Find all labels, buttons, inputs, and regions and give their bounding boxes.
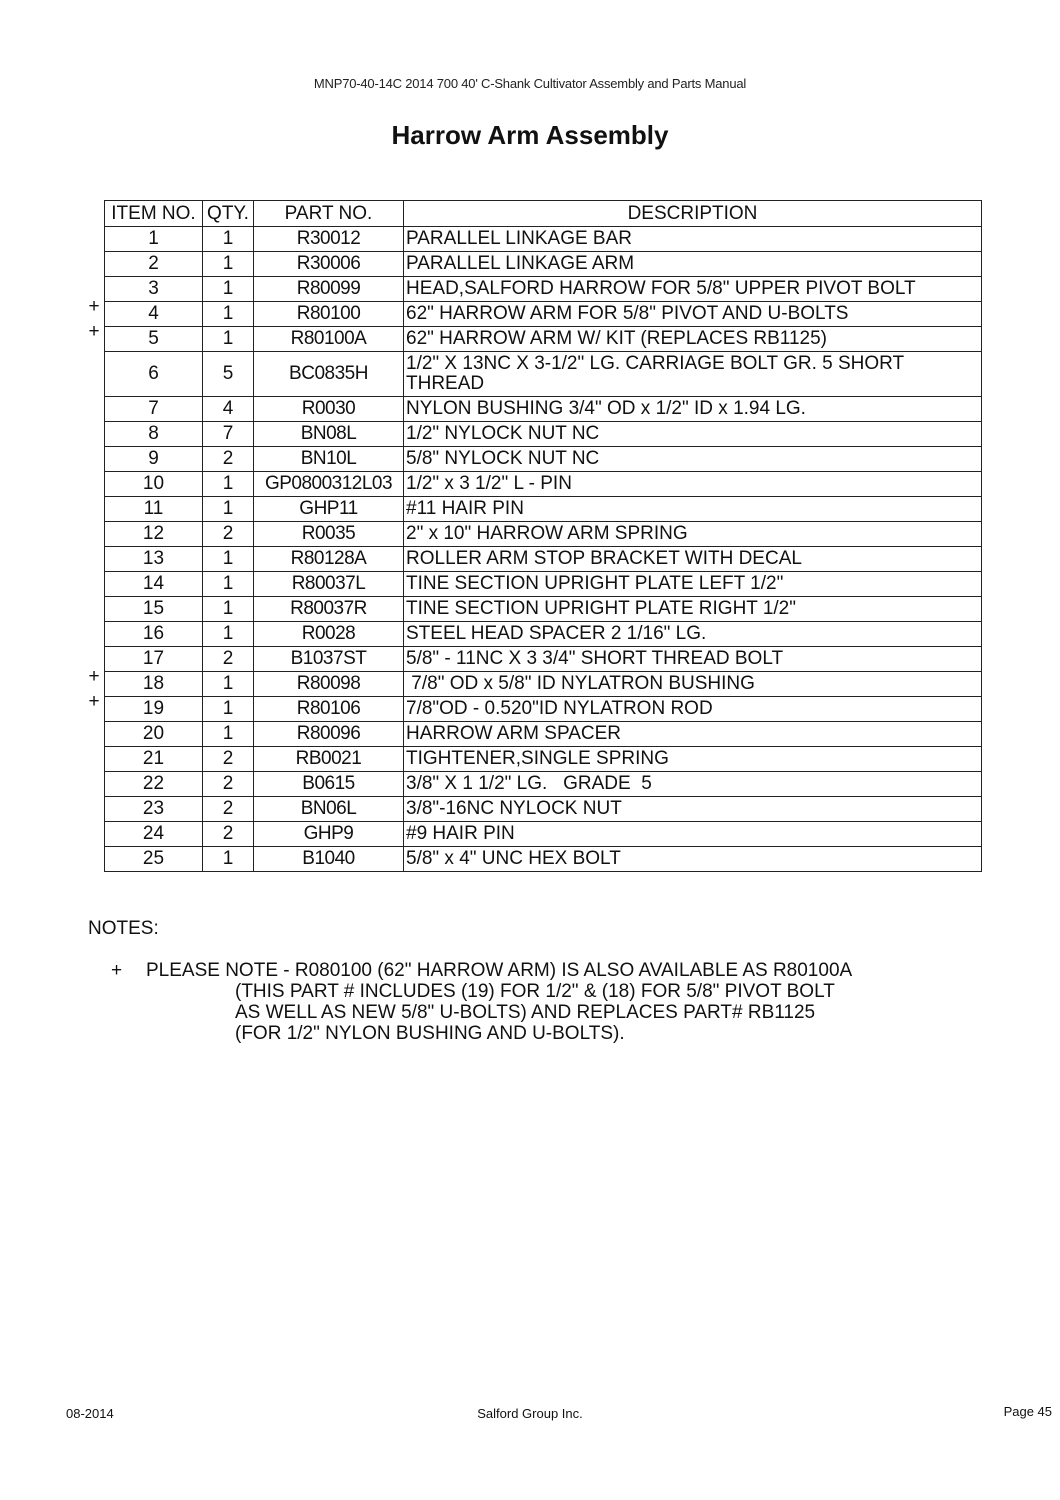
table-row xyxy=(105,327,982,352)
table-row xyxy=(105,447,982,472)
parts-table xyxy=(104,200,982,872)
qty-cell: 1 xyxy=(203,597,254,622)
part-no-cell: GHP9 xyxy=(254,822,404,847)
part-no-cell: R80128A xyxy=(254,547,404,572)
table-row xyxy=(105,522,982,547)
item-no-cell: 12 xyxy=(105,522,203,547)
part-no-cell: R80100A xyxy=(254,327,404,352)
qty-cell: 4 xyxy=(203,397,254,422)
item-no-cell: 4 xyxy=(105,302,203,327)
qty-cell: 2 xyxy=(203,647,254,672)
description-cell: 1/2" x 3 1/2" L - PIN xyxy=(404,472,982,497)
item-no-cell: 15 xyxy=(105,597,203,622)
table-row xyxy=(105,672,982,697)
part-no-cell: R0030 xyxy=(254,397,404,422)
part-no-cell: R0028 xyxy=(254,622,404,647)
qty-cell: 1 xyxy=(203,572,254,597)
part-no-cell: GP0800312L03 xyxy=(254,472,404,497)
part-no-cell: RB0021 xyxy=(254,747,404,772)
description-cell: 62" HARROW ARM W/ KIT (REPLACES RB1125) xyxy=(404,327,982,352)
table-header-row xyxy=(105,201,982,227)
footer-page-number: Page 45 xyxy=(1003,1404,1052,1419)
qty-cell: 1 xyxy=(203,847,254,872)
table-row xyxy=(105,847,982,872)
description-cell: STEEL HEAD SPACER 2 1/16" LG. xyxy=(404,622,982,647)
parts-table-body xyxy=(105,227,982,872)
table-row xyxy=(105,302,982,327)
item-no-cell: 19 xyxy=(105,697,203,722)
description-cell: 3/8"-16NC NYLOCK NUT xyxy=(404,797,982,822)
item-no-cell: 10 xyxy=(105,472,203,497)
table-row xyxy=(105,227,982,252)
table-row xyxy=(105,697,982,722)
table-row xyxy=(105,422,982,447)
description-cell: 2" x 10" HARROW ARM SPRING xyxy=(404,522,982,547)
table-row xyxy=(105,252,982,277)
qty-cell: 2 xyxy=(203,772,254,797)
qty-cell: 2 xyxy=(203,747,254,772)
description-cell: TINE SECTION UPRIGHT PLATE RIGHT 1/2" xyxy=(404,597,982,622)
item-no-cell: 18 xyxy=(105,672,203,697)
table-row xyxy=(105,822,982,847)
qty-cell: 1 xyxy=(203,277,254,302)
part-no-cell: BC0835H xyxy=(254,352,404,397)
item-no-cell: 16 xyxy=(105,622,203,647)
revision-marker: + xyxy=(88,665,100,687)
part-no-cell: R80100 xyxy=(254,302,404,327)
column-header-part-no: PART NO. xyxy=(254,201,404,227)
description-cell: #11 HAIR PIN xyxy=(404,497,982,522)
table-row xyxy=(105,772,982,797)
description-cell: 1/2" NYLOCK NUT NC xyxy=(404,422,982,447)
column-header-qty: QTY. xyxy=(203,201,254,227)
item-no-cell: 3 xyxy=(105,277,203,302)
qty-cell: 1 xyxy=(203,697,254,722)
qty-cell: 2 xyxy=(203,522,254,547)
column-header-item-no: ITEM NO. xyxy=(105,201,203,227)
part-no-cell: B1040 xyxy=(254,847,404,872)
qty-cell: 2 xyxy=(203,822,254,847)
part-no-cell: R0035 xyxy=(254,522,404,547)
note-line: (THIS PART # INCLUDES (19) FOR 1/2" & (18) FOR 5/8" PIVOT BOLT xyxy=(235,981,835,1002)
table-row xyxy=(105,622,982,647)
description-cell: 5/8" x 4" UNC HEX BOLT xyxy=(404,847,982,872)
table-row xyxy=(105,747,982,772)
part-no-cell: BN10L xyxy=(254,447,404,472)
item-no-cell: 13 xyxy=(105,547,203,572)
item-no-cell: 6 xyxy=(105,352,203,397)
part-no-cell: R80096 xyxy=(254,722,404,747)
table-row xyxy=(105,352,982,397)
description-cell: NYLON BUSHING 3/4" OD x 1/2" ID x 1.94 LG. xyxy=(404,397,982,422)
description-cell: TIGHTENER,SINGLE SPRING xyxy=(404,747,982,772)
column-header-description: DESCRIPTION xyxy=(404,201,982,227)
revision-marker: + xyxy=(88,295,100,317)
description-cell: PARALLEL LINKAGE BAR xyxy=(404,227,982,252)
item-no-cell: 8 xyxy=(105,422,203,447)
notes-heading: NOTES: xyxy=(88,918,159,939)
part-no-cell: R80099 xyxy=(254,277,404,302)
item-no-cell: 7 xyxy=(105,397,203,422)
description-cell: HEAD,SALFORD HARROW FOR 5/8" UPPER PIVOT BOLT xyxy=(404,277,982,302)
item-no-cell: 17 xyxy=(105,647,203,672)
part-no-cell: R30012 xyxy=(254,227,404,252)
table-row xyxy=(105,647,982,672)
part-no-cell: R80098 xyxy=(254,672,404,697)
description-cell: 3/8" X 1 1/2" LG. GRADE 5 xyxy=(404,772,982,797)
table-row xyxy=(105,722,982,747)
description-cell: TINE SECTION UPRIGHT PLATE LEFT 1/2" xyxy=(404,572,982,597)
qty-cell: 1 xyxy=(203,302,254,327)
part-no-cell: B1037ST xyxy=(254,647,404,672)
description-cell: 1/2" X 13NC X 3-1/2" LG. CARRIAGE BOLT GR. 5 SHORT THREAD xyxy=(404,352,982,397)
qty-cell: 1 xyxy=(203,327,254,352)
item-no-cell: 1 xyxy=(105,227,203,252)
qty-cell: 2 xyxy=(203,797,254,822)
item-no-cell: 9 xyxy=(105,447,203,472)
description-cell: 62" HARROW ARM FOR 5/8" PIVOT AND U-BOLTS xyxy=(404,302,982,327)
note-line: PLEASE NOTE - R080100 (62" HARROW ARM) IS ALSO AVAILABLE AS R80100A xyxy=(146,960,853,981)
item-no-cell: 5 xyxy=(105,327,203,352)
table-row xyxy=(105,797,982,822)
description-cell: 7/8"OD - 0.520"ID NYLATRON ROD xyxy=(404,697,982,722)
qty-cell: 1 xyxy=(203,622,254,647)
description-cell: HARROW ARM SPACER xyxy=(404,722,982,747)
page-title: Harrow Arm Assembly xyxy=(391,120,669,150)
description-cell: 5/8" NYLOCK NUT NC xyxy=(404,447,982,472)
revision-marker: + xyxy=(88,690,100,712)
qty-cell: 1 xyxy=(203,672,254,697)
qty-cell: 1 xyxy=(203,472,254,497)
table-row xyxy=(105,547,982,572)
qty-cell: 1 xyxy=(203,497,254,522)
qty-cell: 1 xyxy=(203,252,254,277)
table-row xyxy=(105,572,982,597)
manual-title: MNP70-40-14C 2014 700 40' C-Shank Cultivator Assembly and Parts Manual xyxy=(313,76,747,91)
qty-cell: 2 xyxy=(203,447,254,472)
part-no-cell: R80037R xyxy=(254,597,404,622)
item-no-cell: 24 xyxy=(105,822,203,847)
table-row xyxy=(105,397,982,422)
description-cell: PARALLEL LINKAGE ARM xyxy=(404,252,982,277)
part-no-cell: R80037L xyxy=(254,572,404,597)
revision-marker: + xyxy=(88,320,100,342)
note-line: (FOR 1/2" NYLON BUSHING AND U-BOLTS). xyxy=(235,1023,625,1044)
qty-cell: 1 xyxy=(203,722,254,747)
item-no-cell: 23 xyxy=(105,797,203,822)
table-row xyxy=(105,597,982,622)
description-cell: ROLLER ARM STOP BRACKET WITH DECAL xyxy=(404,547,982,572)
part-no-cell: R80106 xyxy=(254,697,404,722)
part-no-cell: R30006 xyxy=(254,252,404,277)
qty-cell: 1 xyxy=(203,227,254,252)
item-no-cell: 2 xyxy=(105,252,203,277)
footer-company: Salford Group Inc. xyxy=(477,1406,583,1421)
description-cell: #9 HAIR PIN xyxy=(404,822,982,847)
part-no-cell: BN08L xyxy=(254,422,404,447)
item-no-cell: 11 xyxy=(105,497,203,522)
table-row xyxy=(105,277,982,302)
part-no-cell: GHP11 xyxy=(254,497,404,522)
table-row xyxy=(105,472,982,497)
part-no-cell: B0615 xyxy=(254,772,404,797)
note-marker: + xyxy=(111,960,123,981)
table-row xyxy=(105,497,982,522)
qty-cell: 1 xyxy=(203,547,254,572)
note-text xyxy=(146,960,852,1044)
item-no-cell: 20 xyxy=(105,722,203,747)
part-no-cell: BN06L xyxy=(254,797,404,822)
description-cell: 7/8" OD x 5/8" ID NYLATRON BUSHING xyxy=(404,672,982,697)
qty-cell: 5 xyxy=(203,352,254,397)
footer-date: 08-2014 xyxy=(66,1406,114,1421)
item-no-cell: 25 xyxy=(105,847,203,872)
description-cell: 5/8" - 11NC X 3 3/4" SHORT THREAD BOLT xyxy=(404,647,982,672)
qty-cell: 7 xyxy=(203,422,254,447)
item-no-cell: 21 xyxy=(105,747,203,772)
note-line: AS WELL AS NEW 5/8" U-BOLTS) AND REPLACES PART# RB1125 xyxy=(235,1002,816,1023)
item-no-cell: 14 xyxy=(105,572,203,597)
item-no-cell: 22 xyxy=(105,772,203,797)
